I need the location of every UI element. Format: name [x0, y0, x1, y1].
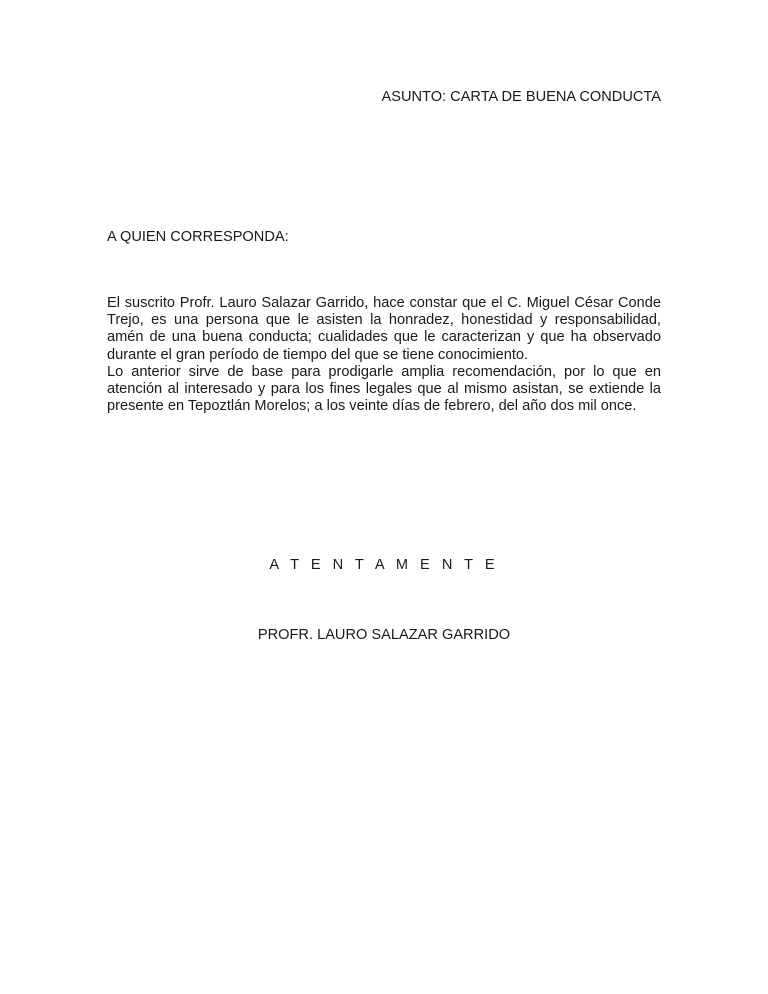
body-paragraph: El suscrito Profr. Lauro Salazar Garrido, hace constar que el C. Miguel César Conde Trejo, es una persona que le asisten la honradez, honestidad y responsabilidad, amén de una buena conducta; cualidades que le caracterizan y que ha observado durante el gran período de tiempo del que se tiene conocimiento. [107, 295, 661, 363]
body-paragraph: Lo anterior sirve de base para prodigarle amplia recomendación, por lo que en atención al interesado y para los fines legales que al mismo asistan, se extiende la presente en Tepoztlán Morelos; a los veinte días de febrero, del año dos mil once. [107, 363, 661, 415]
letter-subject: ASUNTO: CARTA DE BUENA CONDUCTA [381, 89, 661, 105]
signer-name: PROFR. LAURO SALAZAR GARRIDO [257, 627, 511, 643]
letter-salutation: A QUIEN CORRESPONDA: [107, 229, 289, 245]
letter-closing: A T E N T A M E N T E [269, 557, 499, 573]
letter-body [107, 295, 661, 415]
